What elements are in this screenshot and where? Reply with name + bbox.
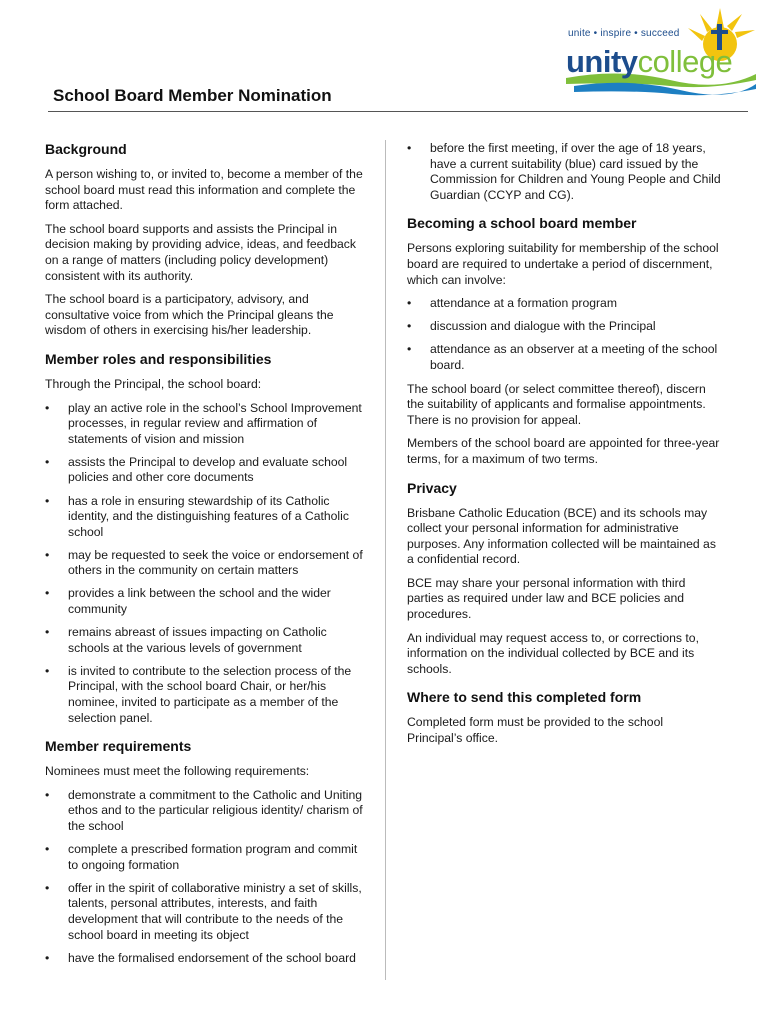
requirements-list-continued — [407, 141, 721, 203]
list-item-text: remains abreast of issues impacting on Catholic schools at the various levels of government — [68, 625, 327, 655]
list-item-text: attendance as an observer at a meeting of the school board. — [430, 342, 718, 372]
list-item-text: provides a link between the school and the wider community — [68, 586, 331, 617]
bullet: • — [45, 547, 50, 562]
bullet: • — [45, 586, 50, 601]
list-item — [45, 494, 367, 541]
bullet: • — [45, 787, 50, 802]
list-item-text: is invited to contribute to the selection process of the Principal, with the school board Chair, or her/his nominee, invited to participate as a member of the selection panel. — [68, 663, 352, 725]
list-item-text: may be requested to seek the voice or endorsement of others in the community on certain matters — [68, 547, 363, 578]
unity-college-logo — [560, 6, 760, 102]
list-item — [407, 342, 721, 373]
discernment-list — [407, 296, 721, 373]
background-section — [45, 141, 367, 339]
list-item — [45, 625, 367, 656]
logo-tagline: unite • inspire • succeed — [568, 28, 680, 39]
privacy-paragraph-1: Brisbane Catholic Education (BCE) and its schools may collect your personal information for administrative purposes. Any information collected will be maintained as a confidential record. — [407, 505, 716, 567]
logo-wordmark-unity: unity — [566, 44, 638, 79]
privacy-section — [407, 480, 721, 678]
list-item — [45, 401, 367, 448]
list-item-text: play an active role in the school’s School Improvement processes, in regular review and affirmation of statements of vision and mission — [68, 400, 362, 446]
list-item — [45, 881, 367, 943]
background-paragraph-3: The school board is a participatory, advisory, and consultative voice from which the Principal gleans the wisdom of others in exercising his/her leadership. — [45, 292, 334, 338]
list-item — [45, 951, 367, 967]
list-item — [407, 296, 721, 312]
send-paragraph: Completed form must be provided to the school Principal’s office. — [407, 715, 664, 746]
list-item — [407, 141, 721, 203]
list-item-text: offer in the spirit of collaborative ministry a set of skills, talents, personal attributes, interests, and faith development that will contribute to the needs of the school board in meeting its object — [68, 880, 362, 942]
list-item-text: have the formalised endorsement of the school board — [68, 950, 356, 965]
becoming-paragraph-2: Members of the school board are appointed for three-year terms, for a maximum of two terms. — [407, 436, 720, 466]
list-item-text: attendance at a formation program — [430, 296, 617, 311]
logo-wordmark-college: college — [637, 44, 733, 79]
title-divider — [48, 111, 748, 112]
becoming-paragraph-1: The school board (or select committee thereof), discern the suitability of applicants and formalise appointments. There is no provision for appeal. — [407, 381, 706, 427]
roles-list — [45, 401, 367, 727]
section-heading-becoming: Becoming a school board member — [407, 215, 637, 232]
list-item — [407, 319, 721, 335]
list-item — [45, 788, 367, 835]
bullet: • — [45, 493, 50, 508]
bullet: • — [407, 342, 412, 357]
logo-wordmark — [566, 44, 732, 80]
section-heading-background: Background — [45, 141, 127, 157]
section-heading-privacy: Privacy — [407, 479, 457, 496]
requirements-intro: Nominees must meet the following requirements: — [45, 764, 310, 779]
becoming-section — [407, 215, 721, 467]
list-item-text: before the first meeting, if over the age of 18 years, have a current suitability (blue) card issued by the Commission for Children and Young People and Child Guardian (CCYP and CG). — [430, 141, 721, 202]
list-item-text: assists the Principal to develop and evaluate school policies and other core documents — [68, 454, 348, 485]
bullet: • — [45, 842, 50, 857]
list-item-text: demonstrate a commitment to the Catholic and Uniting ethos and to the particular religious identity/ charism of the school — [68, 787, 363, 833]
section-heading-send: Where to send this completed form — [407, 689, 642, 706]
left-column — [45, 141, 367, 974]
list-item-text: discussion and dialogue with the Principal — [430, 319, 656, 334]
send-section — [407, 689, 721, 746]
list-item — [45, 586, 367, 617]
roles-intro: Through the Principal, the school board: — [45, 376, 262, 391]
becoming-intro: Persons exploring suitability for membership of the school board are required to undertake a period of discernment, which can involve: — [407, 241, 719, 287]
bullet: • — [45, 880, 50, 895]
background-paragraph-2: The school board supports and assists the Principal in decision making by providing advice, ideas, and feedback on a range of matters (including policy development) consistent with its authority. — [45, 221, 356, 283]
page-title: School Board Member Nomination — [53, 86, 332, 105]
list-item — [45, 548, 367, 579]
column-divider — [385, 140, 386, 980]
list-item — [45, 842, 367, 873]
bullet: • — [45, 625, 50, 640]
background-paragraph-1: A person wishing to, or invited to, become a member of the school board must read this information and complete the form attached. — [45, 167, 363, 213]
list-item — [45, 455, 367, 486]
bullet: • — [407, 319, 412, 334]
roles-section — [45, 351, 367, 726]
list-item-text: complete a prescribed formation program and commit to ongoing formation — [68, 842, 358, 872]
privacy-paragraph-2: BCE may share your personal information with third parties as required under law and BCE policies and procedures. — [407, 575, 686, 622]
list-item — [45, 664, 367, 726]
bullet: • — [45, 950, 50, 965]
section-heading-requirements: Member requirements — [45, 738, 192, 755]
bullet: • — [45, 400, 50, 415]
bullet: • — [45, 663, 50, 678]
bullet: • — [407, 141, 412, 155]
list-item-text: has a role in ensuring stewardship of its Catholic identity, and the distinguishing features of a Catholic school — [68, 493, 349, 539]
section-heading-roles: Member roles and responsibilities — [45, 350, 272, 367]
bullet: • — [407, 296, 412, 311]
requirements-section — [45, 738, 367, 966]
requirements-list — [45, 788, 367, 966]
bullet: • — [45, 454, 50, 469]
right-column — [407, 141, 721, 755]
privacy-paragraph-3: An individual may request access to, or corrections to, information on the individual collected by BCE and its schools. — [407, 630, 699, 676]
